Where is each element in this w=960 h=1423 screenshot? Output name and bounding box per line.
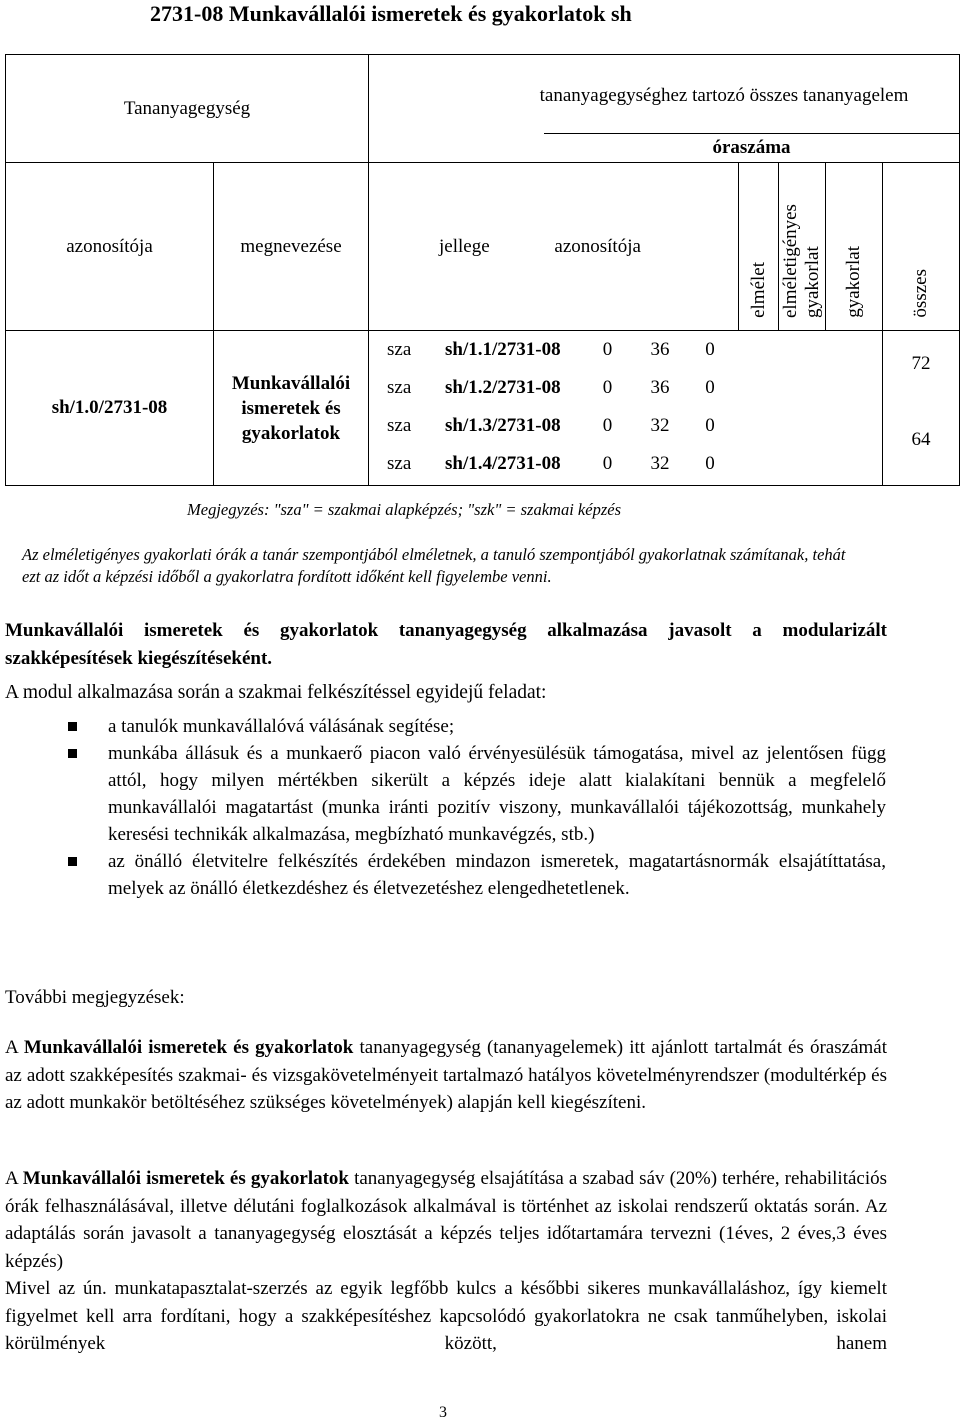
row-1-practice: 0 [705,339,715,360]
col-type: jellege [439,235,490,257]
totals-cell [883,331,960,486]
row-3-id: sh/1.3/2731-08 [445,415,561,436]
unit-id: sh/1.0/2731-08 [6,331,214,486]
col-elem-id: azonosítója [554,235,641,257]
bullet-icon [68,857,77,866]
note-theory-practice: Az elméletigényes gyakorlati órák a tanár szempontjából elméletnek, a tanuló szempontjából gyakorlatnak számítanak, tehát ezt az időt a képzési időből a gyakorlatra fordított időként kell figyelembe venni. [22,545,846,586]
task-list [68,713,886,902]
list-item: az önálló életvitelre felkészítés érdekében mindazon ismeretek, magatartásnormák elsajátíttatása, melyek az önálló életkezdéshez és életvezetéshez elengedhetetlenek. [68,848,886,902]
row-2-practice: 0 [705,377,715,398]
page-title: 2731-08 Munkavállalói ismeretek és gyakorlatok sh [150,1,632,26]
module-table [5,54,960,486]
further-notes-heading: További megjegyzések: [5,987,185,1008]
row-1-tp: 36 [650,339,670,360]
row-4-type: sza [387,453,412,474]
col-theory: elmélet [739,163,779,331]
row-4-theory: 0 [602,453,613,474]
row-2-tp: 36 [650,377,670,398]
page-number: 3 [439,1404,447,1421]
row-4-id: sh/1.4/2731-08 [445,453,561,474]
col-type-and-elem [369,163,739,331]
bullet-icon [68,722,77,731]
paragraph-1: A Munkavállalói ismeretek és gyakorlatok tananyagegység (tananyagelemek) itt ajánlott tartalmát és óraszámát az adott szakképesítés szakmai- és vizsgakövetelményeit tartalmazó hatályos követelményrendszer (modultérkép és az adott munkakör betöltéséhez szükséges követelmények) alapján kell kiegészíteni. [5,1037,887,1113]
header-unit: Tananyagegység [6,55,369,163]
col-practice: gyakorlat [826,163,883,331]
total-1: 72 [911,353,931,374]
row-1-id: sh/1.1/2731-08 [445,339,561,360]
col-theory-practice: elméletigényes gyakorlat [779,163,826,331]
bullet-icon [68,749,77,758]
row-3-theory: 0 [602,415,613,436]
row-4-tp: 32 [650,453,670,474]
row-1-theory: 0 [602,339,613,360]
total-2: 64 [911,429,931,450]
col-id: azonosítója [6,163,214,331]
row-2-type: sza [387,377,412,398]
header-elements [369,55,960,163]
section-heading: A modul alkalmazása során a szakmai felkészítéssel egyidejű feladat: [5,682,547,703]
list-item: a tanulók munkavállalóvá válásának segítése; [68,713,886,740]
unit-name: Munkavállalói ismeretek és gyakorlatok [214,331,369,486]
col-total: összes [883,163,960,331]
paragraph-2: A Munkavállalói ismeretek és gyakorlatok tananyagegység elsajátítása a szabad sáv (20%) terhére, rehabilitációs órák felhasználásával, illetve délutáni foglalkozások alkalmával is történhet az iskolai rendszerű oktatás során. Az adaptálás során javasolt a tananyagegység elosztását a képzés teljes időtartamára tervezni (1éves, 2 éves,3 éves képzés) [5,1168,888,1272]
note-abbreviations: Megjegyzés: "sza" = szakmai alapképzés; "szk" = szakmai képzés [187,500,621,519]
row-3-practice: 0 [705,415,715,436]
elements-block [369,331,883,486]
row-2-id: sh/1.2/2731-08 [445,377,561,398]
row-4-practice: 0 [705,453,715,474]
row-2-theory: 0 [602,377,613,398]
elements-grid [375,331,745,483]
bold-recommendation: Munkavállalói ismeretek és gyakorlatok tananyagegység alkalmazása javasolt a modularizált szakképesítések kiegészítéseként. [5,620,887,669]
row-1-type: sza [387,339,412,360]
list-item: munkába állásuk és a munkaerő piacon való érvényesülésük támogatása, mivel az jelentősen függ attól, hogy milyen mértékben sikerült a képzés ideje alatt kialakítani bennük a megfelelő munkavállalói magatartást (munka iránti pozitív viszony, munkavállalói tájékozottság, munkahely keresési technikák alkalmazása, megbízható munkavégzés, stb.) [68,740,886,848]
header-elements-label: tananyagegységhez tartozó összes tananyagelem [539,85,909,106]
row-3-type: sza [387,415,412,436]
col-name: megnevezése [214,163,369,331]
header-hours: óraszáma [544,133,959,162]
paragraph-3: Mivel az ún. munkatapasztalat-szerzés az egyik legfőbb kulcs a későbbi sikeres munkavállaláshoz, így kiemelt figyelmet kell arra fordítani, hogy a szakképesítéshez kapcsolódó gyakorlatokra ne csak tanműhelyben, iskolai körülmények között, hanem [5,1278,887,1354]
row-3-tp: 32 [650,415,670,436]
